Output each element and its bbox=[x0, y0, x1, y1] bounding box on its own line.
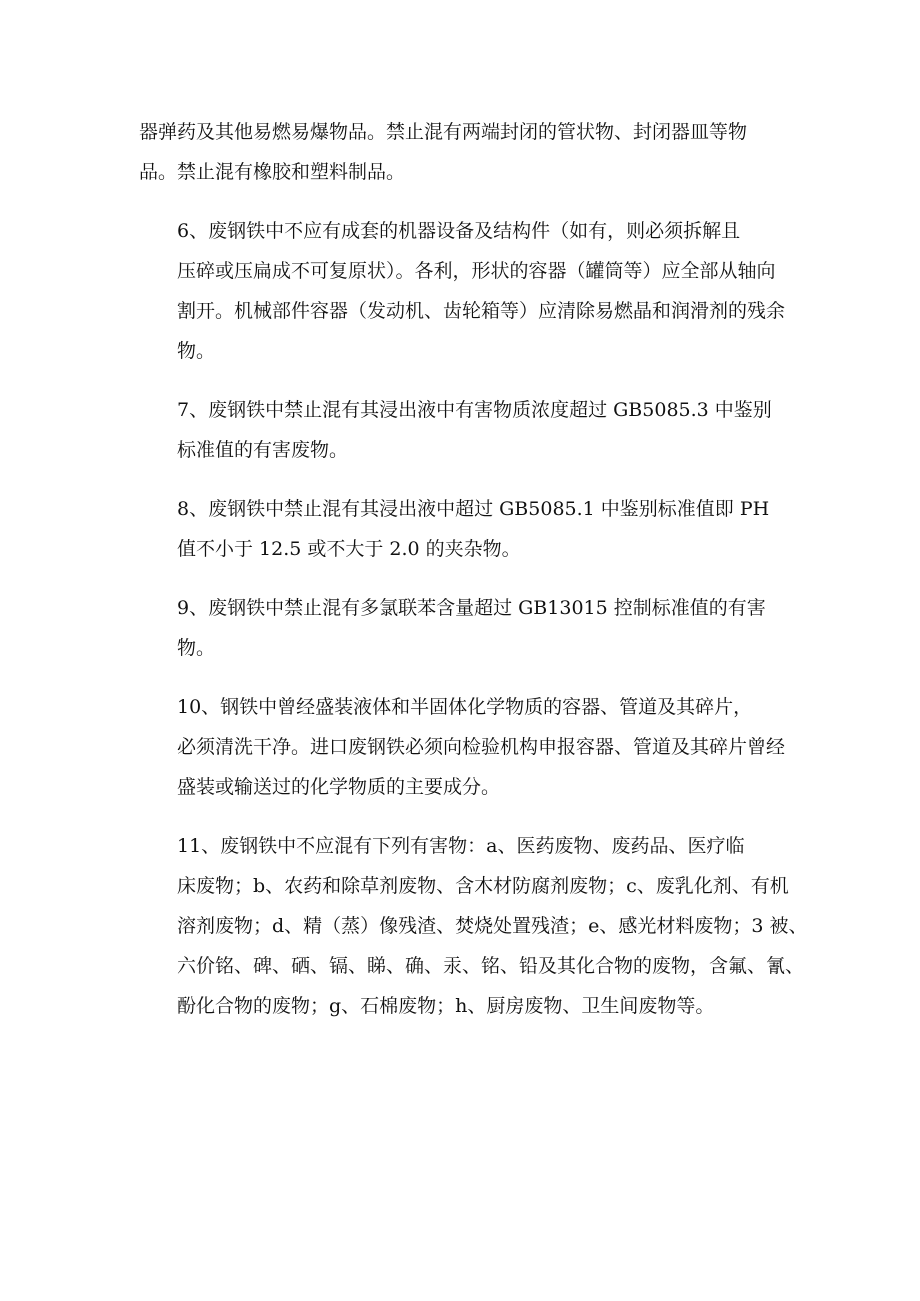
text-line: 值不小于 12.5 或不大于 2.0 的夹杂物。 bbox=[177, 538, 521, 560]
text-line: 标准值的有害废物。 bbox=[177, 439, 349, 461]
text-line: 酚化合物的废物；g、石棉废物；h、厨房废物、卫生间废物等。 bbox=[177, 995, 715, 1017]
text-line: 11、废钢铁中不应混有下列有害物：a、医药废物、废药品、医疗临 bbox=[177, 835, 745, 857]
text-line: 割开。机械部件容器（发动机、齿轮箱等）应清除易燃晶和润滑剂的残余 bbox=[177, 300, 786, 322]
text-line: 6、废钢铁中不应有成套的机器设备及结构件（如有，则必须拆解且 bbox=[177, 220, 741, 242]
text-line: 物。 bbox=[177, 340, 216, 362]
paragraph-item-8 bbox=[139, 489, 799, 569]
paragraph-item-11 bbox=[139, 826, 808, 1026]
paragraph-item-6 bbox=[139, 211, 799, 371]
text-line: 9、废钢铁中禁止混有多氯联苯含量超过 GB13015 控制标准值的有害 bbox=[177, 597, 766, 619]
text-line: 8、废钢铁中禁止混有其浸出液中超过 GB5085.1 中鉴别标准值即 PH bbox=[177, 498, 770, 520]
text-line: 必须清洗干净。进口废钢铁必须向检验机构申报容器、管道及其碎片曾经 bbox=[177, 736, 786, 758]
text-line: 7、废钢铁中禁止混有其浸出液中有害物质浓度超过 GB5085.3 中鉴别 bbox=[177, 399, 772, 421]
paragraph-item-9 bbox=[139, 588, 799, 668]
paragraph-continuation bbox=[139, 112, 799, 192]
text-line: 六价铭、碑、硒、镉、睇、确、汞、铭、铅及其化合物的废物，含氟、氰、 bbox=[177, 955, 805, 977]
text-line: 床废物；b、农药和除草剂废物、含木材防腐剂废物；c、废乳化剂、有机 bbox=[177, 875, 789, 897]
body-text bbox=[139, 112, 808, 1045]
text-line: 物。 bbox=[177, 637, 216, 659]
text-line: 器弹药及其他易燃易爆物品。禁止混有两端封闭的管状物、封闭器皿等物 bbox=[139, 121, 748, 143]
paragraph-item-7 bbox=[139, 390, 799, 470]
text-line: 10、钢铁中曾经盛装液体和半固体化学物质的容器、管道及其碎片， bbox=[177, 696, 753, 718]
text-line: 品。禁止混有橡胶和塑料制品。 bbox=[139, 161, 406, 183]
paragraph-item-10 bbox=[139, 687, 799, 807]
text-line: 压碎或压扁成不可复原状）。各利，形状的容器（罐筒等）应全部从轴向 bbox=[177, 260, 776, 282]
text-line: 溶剂废物；d、精（蒸）像残渣、焚烧处置残渣；e、感光材料废物；3 被、 bbox=[177, 915, 808, 937]
text-line: 盛装或输送过的化学物质的主要成分。 bbox=[177, 776, 501, 798]
